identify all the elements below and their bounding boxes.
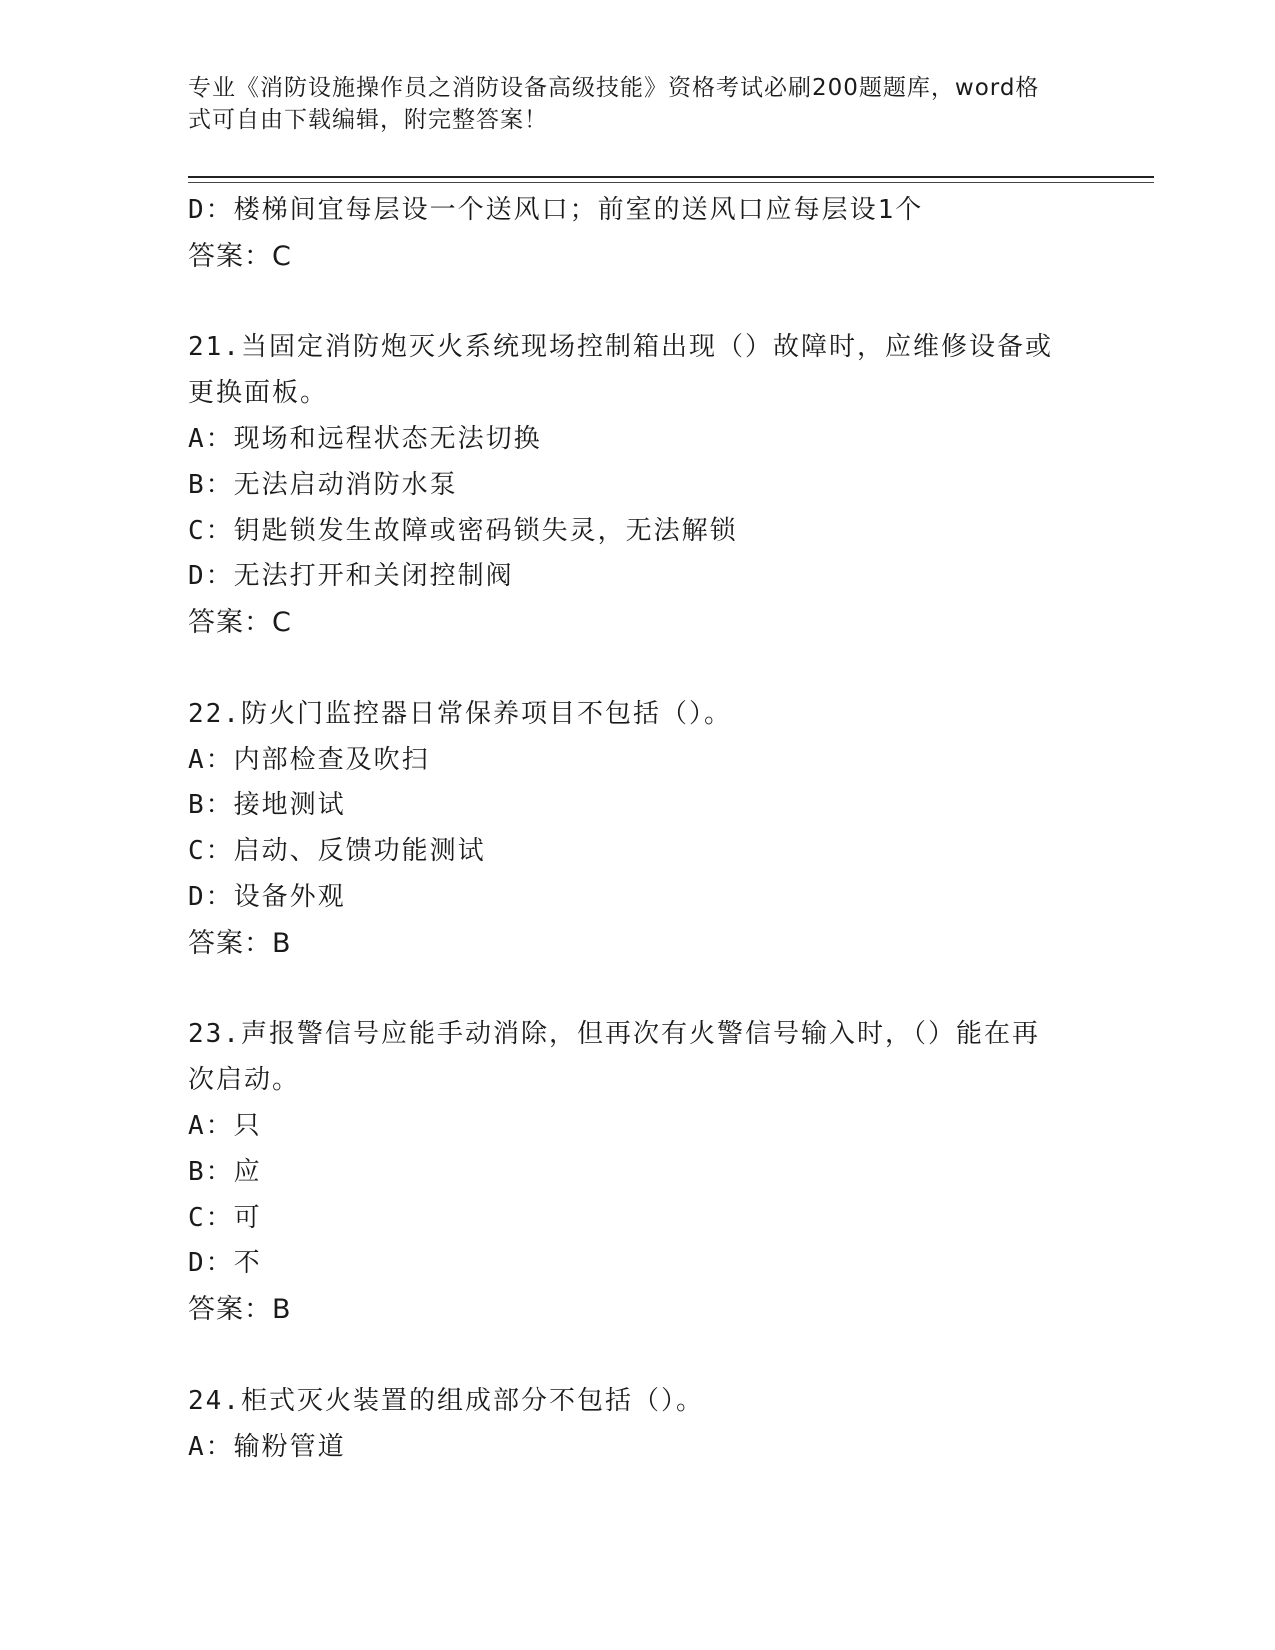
option-c: C：可 xyxy=(188,1202,262,1233)
option-a: A：内部检查及吹扫 xyxy=(188,744,430,775)
question-stem-continued: 次启动。 xyxy=(188,1065,301,1096)
question-block-23 xyxy=(188,1012,1088,1333)
header-line-2: 式可自由下载编辑，附完整答案！ xyxy=(188,107,548,133)
question-block-20 xyxy=(188,188,1088,280)
question-block-24 xyxy=(188,1379,1088,1471)
answer-line: 答案：B xyxy=(188,1294,292,1326)
option-a: A：现场和远程状态无法切换 xyxy=(188,423,542,454)
header-divider-thick xyxy=(188,176,1154,178)
spacer xyxy=(188,280,1088,326)
option-d: D：楼梯间宜每层设一个送风口；前室的送风口应每层设1个 xyxy=(188,195,924,225)
option-a: A：只 xyxy=(188,1110,262,1141)
option-b: B：无法启动消防水泵 xyxy=(188,469,458,500)
option-b: B：应 xyxy=(188,1156,262,1187)
header-divider-thin xyxy=(188,182,1154,183)
spacer xyxy=(188,1333,1088,1379)
option-c: C：启动、反馈功能测试 xyxy=(188,836,486,867)
option-c: C：钥匙锁发生故障或密码锁失灵，无法解锁 xyxy=(188,515,738,546)
document-header xyxy=(188,72,1088,136)
spacer xyxy=(188,967,1088,1013)
answer-line: 答案：C xyxy=(188,240,292,272)
spacer xyxy=(188,646,1088,692)
question-stem: 22.防火门监控器日常保养项目不包括（）。 xyxy=(188,698,732,729)
header-line-1: 专业《消防设施操作员之消防设备高级技能》资格考试必刷200题题库，word格 xyxy=(188,75,1040,101)
option-d: D：不 xyxy=(188,1248,262,1279)
question-stem: 21.当固定消防炮灭火系统现场控制箱出现（）故障时，应维修设备或 xyxy=(188,332,1053,363)
question-list xyxy=(188,188,1088,1470)
question-stem: 24.柜式灭火装置的组成部分不包括（）。 xyxy=(188,1385,704,1416)
answer-line: 答案：C xyxy=(188,607,292,639)
question-block-21 xyxy=(188,325,1088,646)
answer-line: 答案：B xyxy=(188,927,292,959)
option-a: A：输粉管道 xyxy=(188,1431,346,1462)
option-b: B：接地测试 xyxy=(188,790,346,821)
question-block-22 xyxy=(188,692,1088,967)
question-stem: 23.声报警信号应能手动消除，但再次有火警信号输入时，（）能在再 xyxy=(188,1019,1040,1050)
option-d: D：设备外观 xyxy=(188,881,346,912)
option-d: D：无法打开和关闭控制阀 xyxy=(188,561,514,592)
question-stem-continued: 更换面板。 xyxy=(188,378,329,409)
